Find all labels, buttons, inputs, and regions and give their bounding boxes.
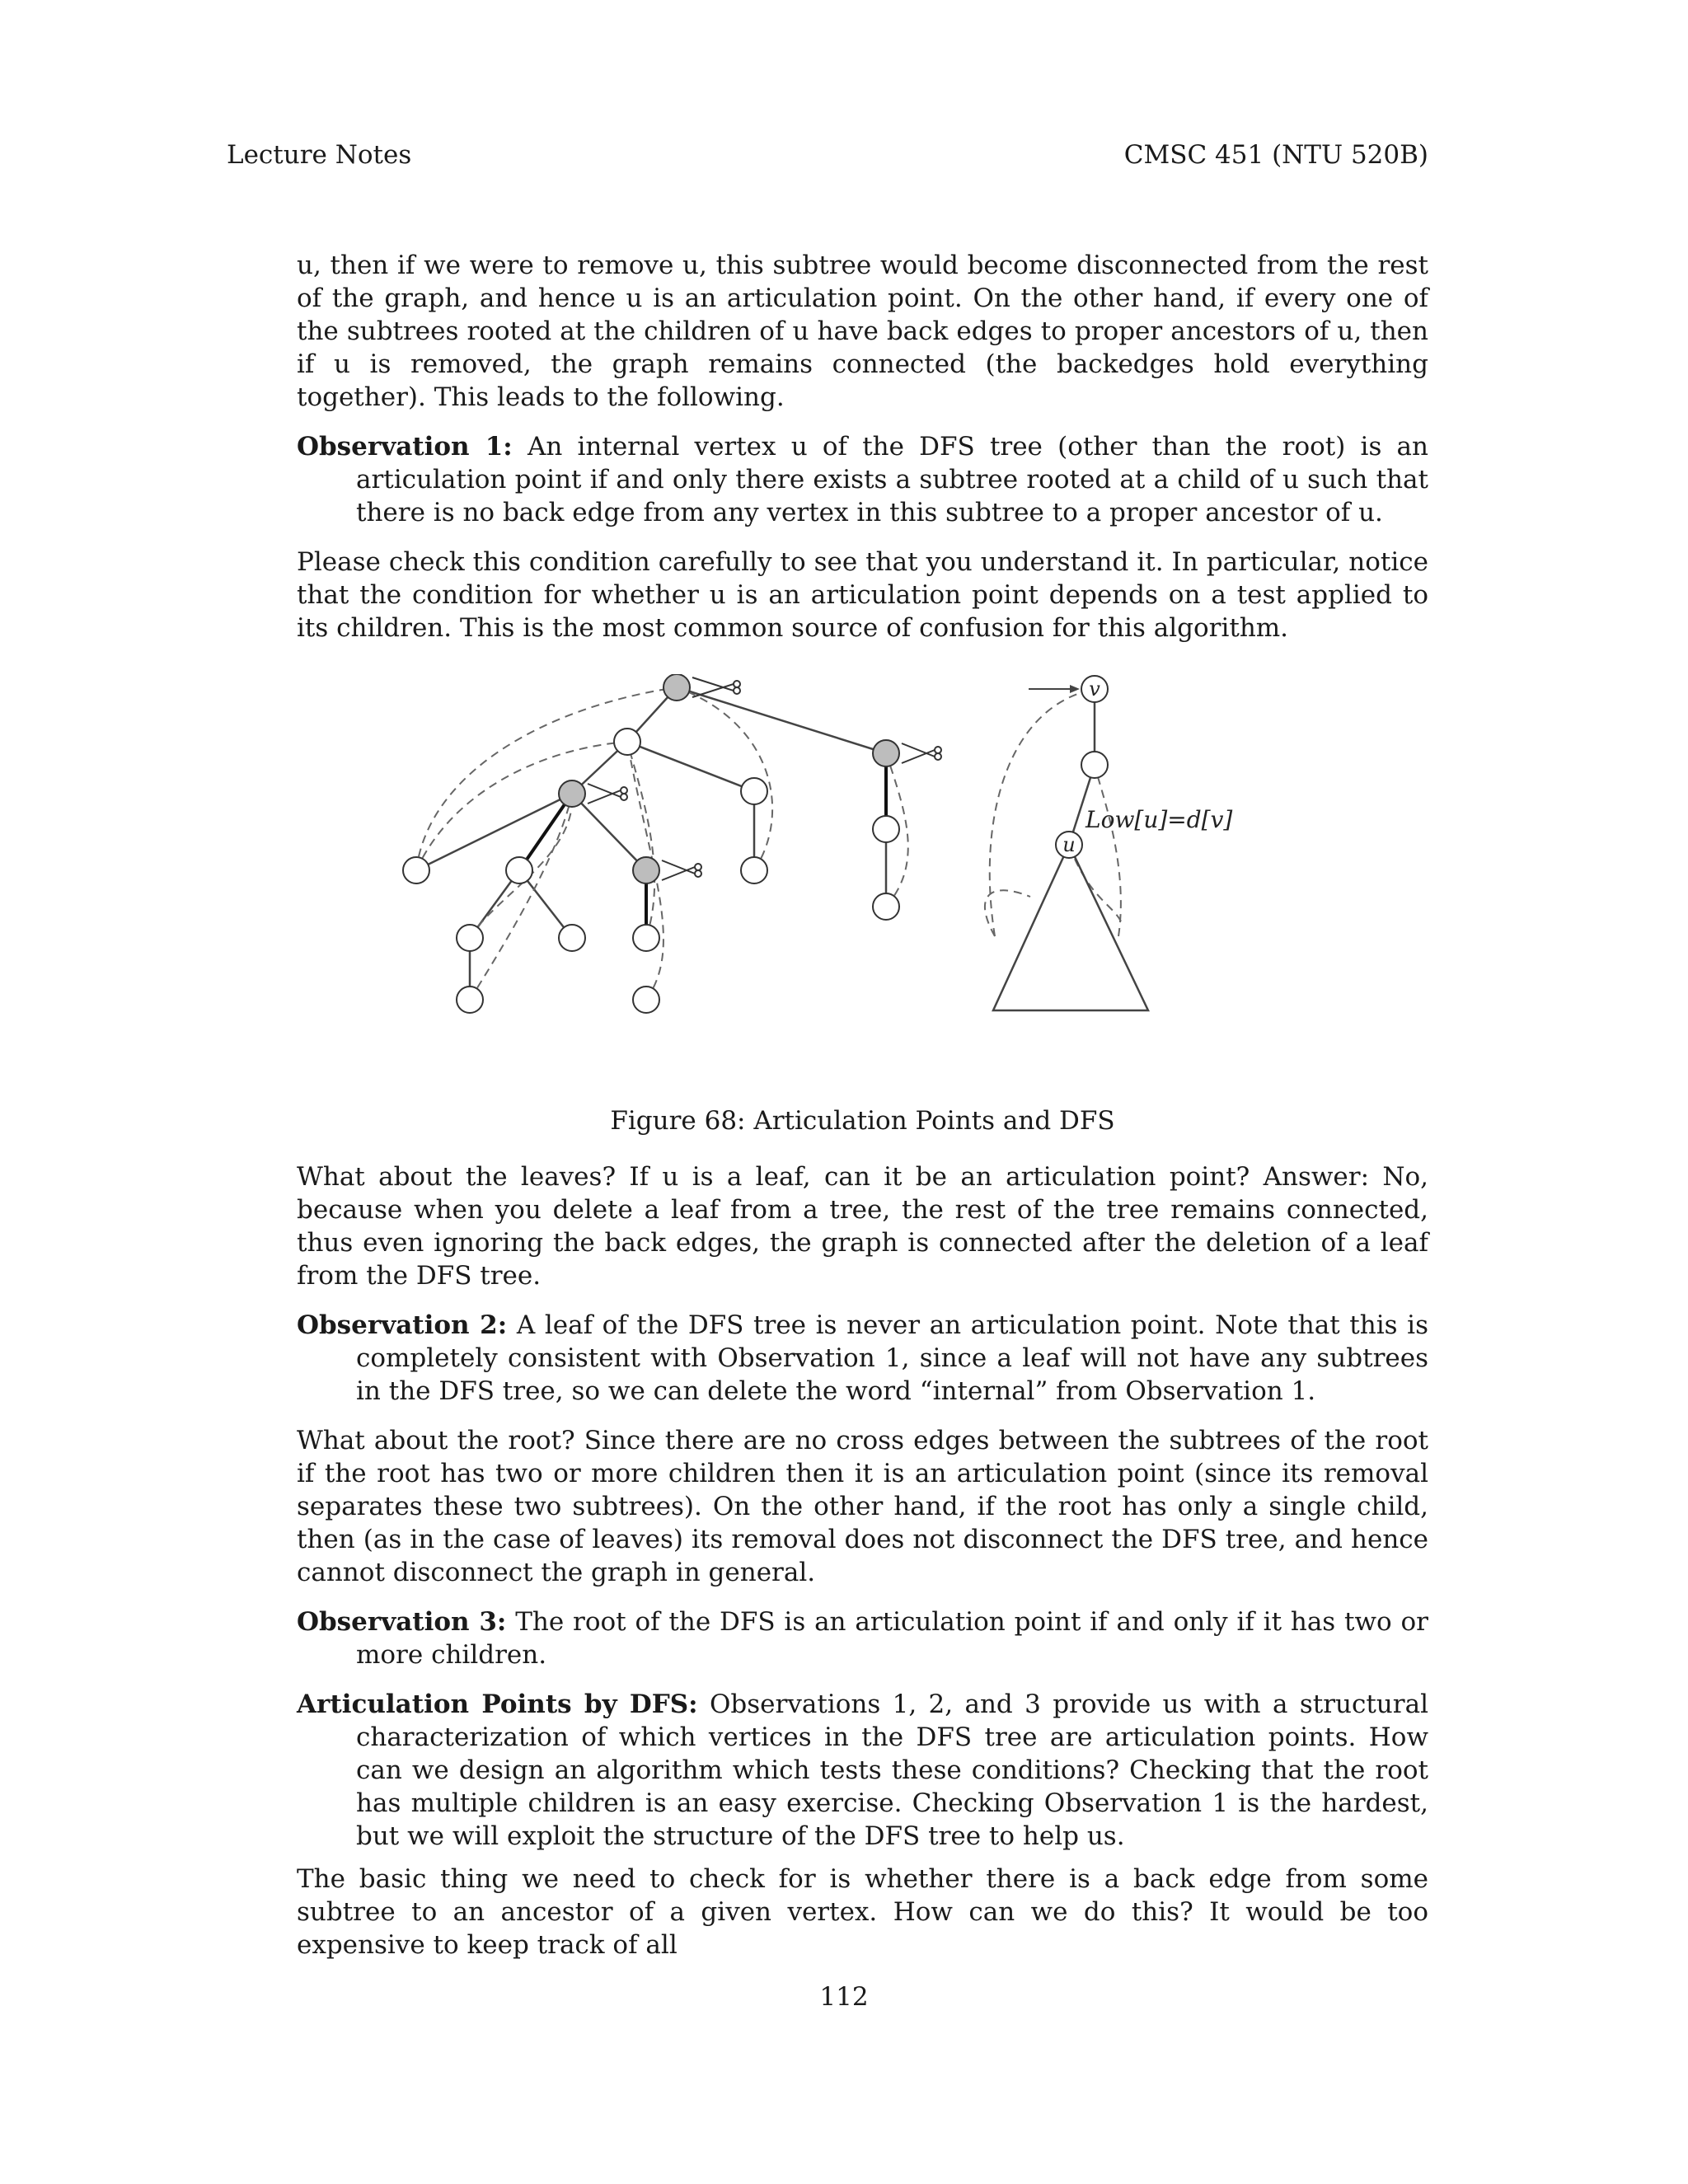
articulation-nodes — [559, 674, 899, 883]
observation-1-text: An internal vertex u of the DFS tree (other than the root) is an articulation point if and only there exists a subtree rooted at a child of u such that there is no back edge from any vertex in this subtree to a proper ancestor of u. — [356, 432, 1429, 527]
label-low: Low[u]=d[v] — [1085, 806, 1233, 833]
figure-svg — [297, 674, 1428, 1094]
header-left: Lecture Notes — [227, 140, 412, 170]
paragraph-5: The basic thing we need to check for is whether there is a back edge from some subtree to an ancestor of a given vertex. How can we do this? It would be too expensive to keep track of all — [297, 1864, 1428, 1960]
observation-1 — [297, 430, 1428, 529]
tree-edges — [416, 687, 1095, 1000]
main-content — [297, 249, 1428, 1961]
label-u: u — [1062, 833, 1076, 856]
observation-2-label: Observation 2: — [297, 1310, 508, 1340]
running-header — [227, 140, 1428, 170]
section-articulation-points-by-dfs — [225, 1688, 1428, 1853]
figure-caption: Figure 68: Articulation Points and DFS — [610, 1106, 1115, 1136]
back-edges — [416, 687, 1121, 1000]
observation-3 — [297, 1605, 1428, 1671]
paragraph-2: Please check this condition carefully to see that you understand it. In particular, notice that the condition for whether u is an articulation point depends on a test applied to its children. This is the most common source of confusion for this algorithm. — [297, 547, 1428, 643]
scissors-icon — [588, 677, 941, 880]
subtree-triangle — [993, 845, 1148, 1010]
figure-articulation-points — [297, 674, 1428, 1094]
observation-3-text: The root of the DFS is an articulation point if and only if it has two or more children. — [356, 1607, 1428, 1670]
header-right: CMSC 451 (NTU 520B) — [1123, 140, 1428, 170]
observation-1-label: Observation 1: — [297, 432, 513, 462]
tree-nodes — [403, 676, 1108, 1013]
paragraph-4: What about the root? Since there are no cross edges between the subtrees of the root if the root has two or more children then it is an articulation point (since its removal separates these two subtrees). On the other hand, if the root has only a single child, then (as in the case of leaves) its removal does not disconnect the DFS tree, and hence cannot disconnect the graph in general. — [297, 1426, 1428, 1587]
paragraph-3: What about the leaves? If u is a leaf, can it be an articulation point? Answer: No, because when you delete a leaf from a tree, the rest of the tree remains connected, thus even ignoring the back edges, the graph is connected after the deletion of a leaf from the DFS tree. — [297, 1162, 1428, 1291]
paragraph-1: u, then if we were to remove u, this subtree would become disconnected from the rest of the graph, and hence u is an articulation point. On the other hand, if every one of the subtrees rooted at the children of u have back edges to proper ancestors of u, then if u is removed, the graph remains connected (the backedges hold everything together). This leads to the following. — [297, 251, 1428, 412]
arrow-to-v — [1029, 685, 1080, 693]
section-text: Observations 1, 2, and 3 provide us with a structural characterization of which vertices in the DFS tree are articulation points. How can we design an algorithm which tests these conditions? Checking that the root has multiple children is an easy exercise. Checking Observation 1 is the hardest, but we will exploit the structure of the DFS tree to help us. — [356, 1690, 1428, 1851]
observation-2-text: A leaf of the DFS tree is never an articulation point. Note that this is completely consistent with Observation 1, since a leaf will not have any subtrees in the DFS tree, so we can delete the word “internal” from Observation 1. — [356, 1310, 1428, 1406]
page-number: 112 — [819, 1982, 869, 2012]
label-v: v — [1089, 677, 1100, 701]
observation-3-label: Observation 3: — [297, 1607, 507, 1637]
observation-2 — [297, 1309, 1428, 1408]
section-label: Articulation Points by DFS: — [297, 1690, 698, 1719]
